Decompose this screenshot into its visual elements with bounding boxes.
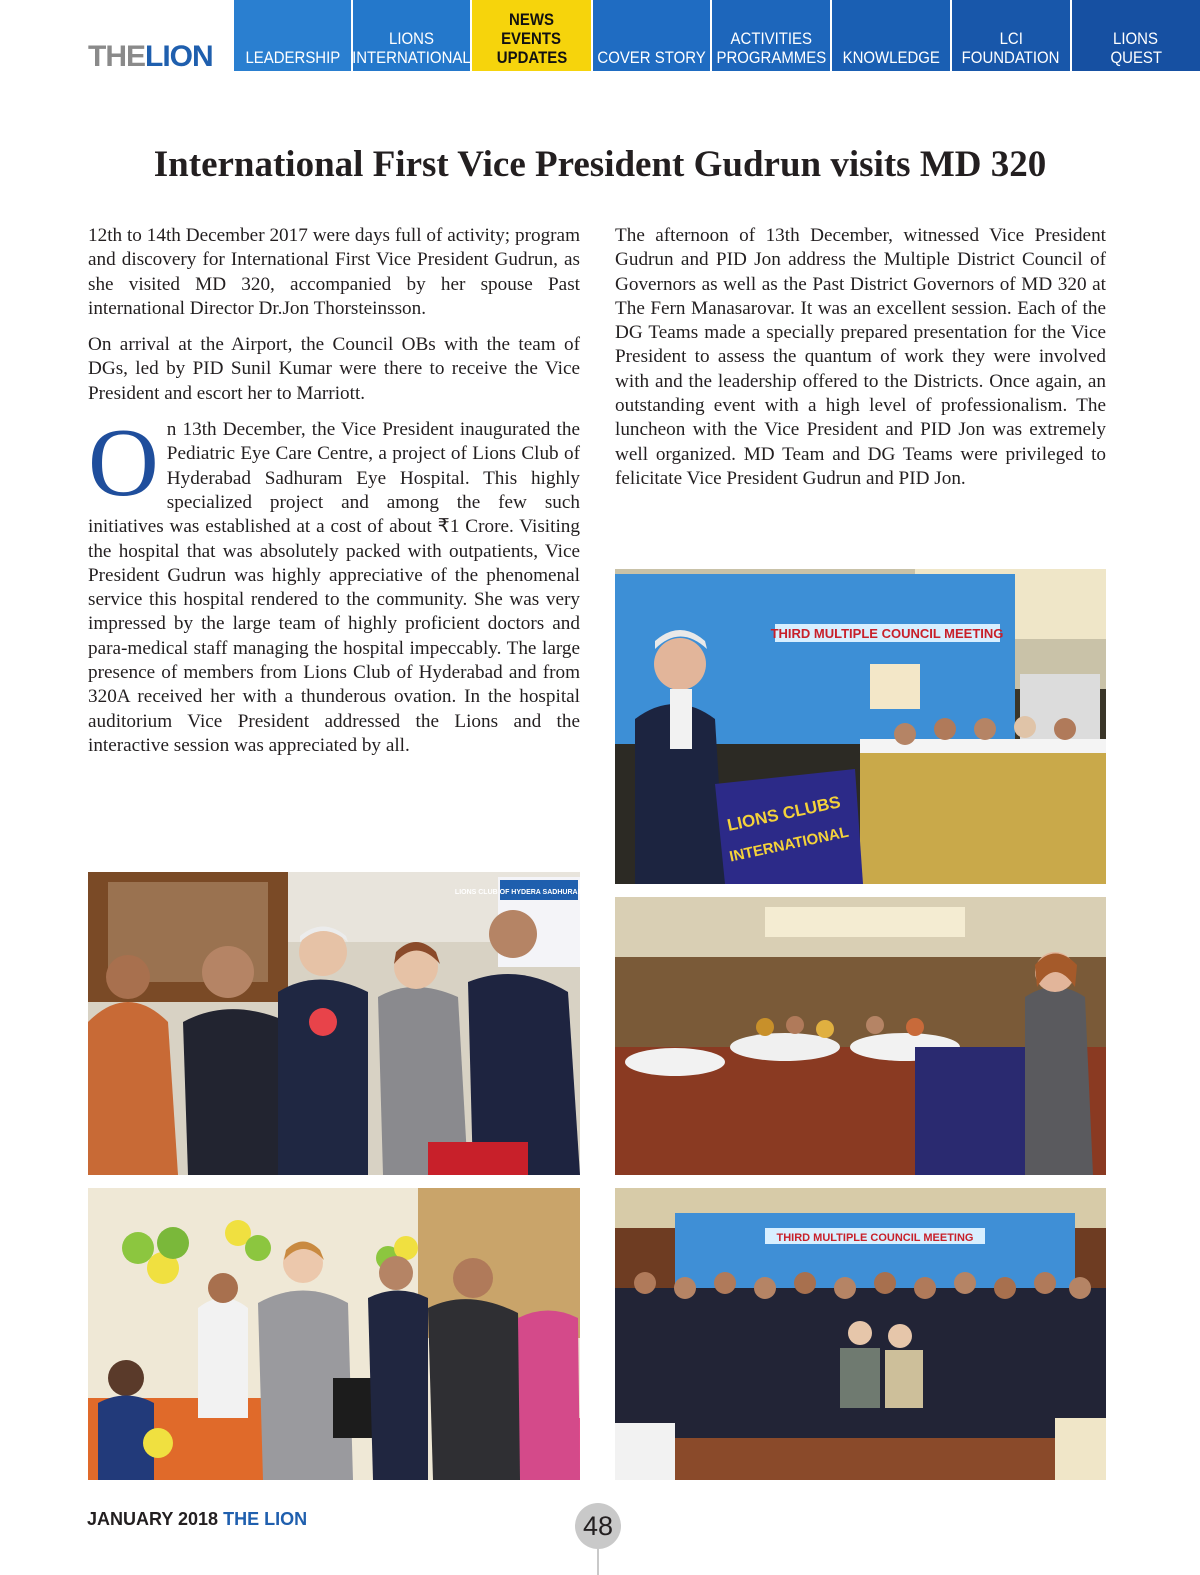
nav-tab-lions-international[interactable] <box>353 0 470 71</box>
footer-brand: THE LION <box>223 1509 308 1529</box>
nav-label: ACTIVITIES <box>730 29 812 48</box>
nav-tab-cover-story[interactable] <box>593 0 710 71</box>
paragraph-arrival: On arrival at the Airport, the Council OBs with the team of DGs, led by PID Sunil Kumar were there to receive the Vice President and escort her to Marriott. <box>88 334 580 404</box>
masthead-lion: LION <box>145 40 213 73</box>
paragraph-eye-centre <box>88 409 580 758</box>
nav-label: UPDATES <box>496 48 567 67</box>
nav-tab-leadership[interactable] <box>234 0 351 71</box>
banner-title-text-2: THIRD MULTIPLE COUNCIL MEETING <box>776 1232 974 1244</box>
nav-label: KNOWLEDGE <box>842 48 940 67</box>
banner-title-text: THIRD MULTIPLE COUNCIL MEETING <box>770 626 1004 641</box>
masthead-logo <box>88 40 213 74</box>
footer-issue <box>87 1509 307 1530</box>
nav-label: EVENTS <box>501 29 562 48</box>
photo-speaker-at-podium <box>615 569 1106 884</box>
nav-label: LCI <box>999 29 1023 48</box>
podium-text-2: INTERNATIONAL <box>727 823 851 866</box>
podium-text-1: LIONS CLUBS <box>725 792 843 835</box>
article-title: International First Vice President Gudrun visits MD 320 <box>153 144 1047 185</box>
footer-date: JANUARY 2018 <box>87 1509 219 1529</box>
paragraph-council-meeting: The afternoon of 13th December, witnessed Vice President Gudrun and PID Jon address the Multiple District Council of Governors as well as the Past District Governors of MD 320 at The Fern Manasarovar. It was an excellent session. Each of the DG Teams made a specially prepared presentation for the Vice President to assess the quantum of work they were involved with and the leadership offered to the Districts. Once again, an outstanding event with a high level of professionalism. The luncheon with the Vice President and PID Jon was extremely well organized. MD Team and DG Teams were privileged to felicitate Vice President Gudrun and PID Jon. <box>615 225 1106 489</box>
nav-label: COVER STORY <box>597 48 706 67</box>
nav-tab-knowledge[interactable] <box>832 0 950 71</box>
paragraph-intro: 12th to 14th December 2017 were days full of activity; program and discovery for International First Vice President Gudrun, as she visited MD 320, accompanied by her spouse Past international Director Dr.Jon Thorsteinsson. <box>88 225 580 319</box>
nav-tab-activities-programmes[interactable] <box>712 0 830 71</box>
nav-label: INTERNATIONAL <box>352 48 471 67</box>
nav-label: NEWS <box>509 10 554 29</box>
nav-label: LIONS <box>389 29 434 48</box>
paragraph-eye-centre-text: n 13th December, the Vice President inaugurated the Pediatric Eye Care Centre, a project of Lions Club of Hyderabad Sadhuram Eye Hospital. This highly specialized project and among the few such initiatives was established at a cost of about ₹1 Crore. Visiting the hospital that was absolutely packed with outpatients, Vice President Gudrun was highly appreciative of the phenomenal service this hospital rendered to the community. She was very impressed by the large team of highly proficient doctors and para-medical staff managing the hospital impeccably. The large presence of members from Lions Club of Hyderabad and from 320A received her with a thunderous ovation. In the hospital auditorium Vice President addressed the Lions and the interactive session was appreciated by all. <box>88 419 580 756</box>
nav-tab-lci-foundation[interactable] <box>952 0 1070 71</box>
nav-tab-lions-quest[interactable] <box>1072 0 1200 71</box>
page-number: 48 <box>575 1503 621 1549</box>
photo-hall-address <box>615 897 1106 1175</box>
nav-label: QUEST <box>1110 48 1162 67</box>
nav-label: FOUNDATION <box>962 48 1060 67</box>
nav-label: LEADERSHIP <box>245 48 340 67</box>
hospital-sign-text: LIONS CLUB OF HYDERA SADHURAM EYE HOSPI <box>454 889 624 896</box>
nav-label: PROGRAMMES <box>716 48 826 67</box>
photo-bouquet-welcome <box>88 872 624 1175</box>
photo-ward-visit <box>88 1188 580 1480</box>
nav-label: LIONS <box>1113 29 1159 48</box>
masthead-the: THE <box>88 40 145 73</box>
left-column <box>88 224 580 770</box>
nav-tab-news-events-updates[interactable] <box>472 0 591 71</box>
photo-council-group <box>615 1188 1106 1480</box>
right-column <box>615 224 1106 503</box>
drop-cap: O <box>88 409 159 518</box>
page-number-rule <box>597 1549 599 1575</box>
